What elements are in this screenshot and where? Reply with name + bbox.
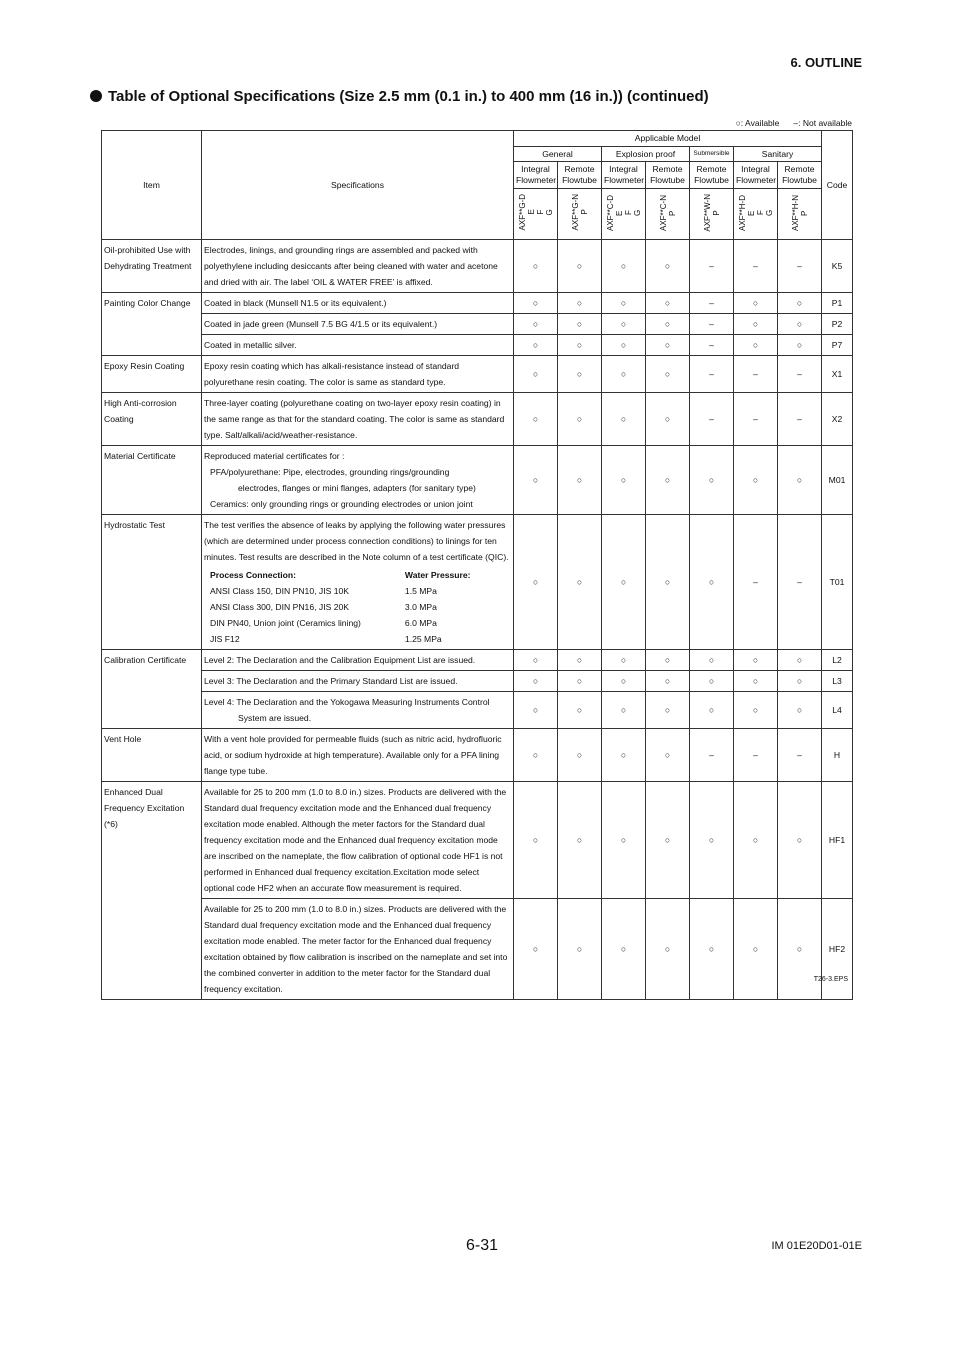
wp-value: 6.0 MPa (404, 617, 437, 628)
row-spec: Coated in metallic silver. (202, 334, 514, 355)
availability-mark: – (778, 239, 822, 292)
availability-mark: ○ (646, 898, 690, 999)
model-code-header (690, 188, 734, 239)
availability-mark: ○ (602, 292, 646, 313)
group-general: General (514, 146, 602, 162)
col-code-header: Code (822, 131, 853, 240)
availability-mark: ○ (690, 445, 734, 514)
availability-mark: ○ (646, 649, 690, 670)
availability-mark: – (690, 239, 734, 292)
option-code: P7 (822, 334, 853, 355)
availability-mark: ○ (514, 670, 558, 691)
availability-mark: ○ (778, 898, 822, 999)
option-code: L4 (822, 691, 853, 728)
row-spec: Level 2: The Declaration and the Calibration Equipment List are issued. (202, 649, 514, 670)
row-item: Enhanced Dual Frequency Excitation (*6) (102, 781, 202, 999)
availability-mark: – (778, 392, 822, 445)
pc-header: Process Connection: (210, 569, 296, 580)
availability-mark: ○ (646, 728, 690, 781)
row-t01 (102, 514, 853, 649)
wp-value: 3.0 MPa (404, 601, 437, 612)
group-sanitary: Sanitary (734, 146, 822, 162)
row-spec: Coated in black (Munsell N1.5 or its equivalent.) (202, 292, 514, 313)
wp-header: Water Pressure: (404, 569, 471, 580)
spec-text: The test verifies the absence of leaks by applying the following water pressures (which are determined under process connection conditions) to linings for ten minutes. Test results are described in the Note column of a test certificate (QIC). (204, 519, 509, 562)
availability-mark: ○ (646, 313, 690, 334)
row-l4 (102, 691, 853, 728)
option-code: HF2 (822, 898, 853, 999)
spec-line: Ceramics: only grounding rings or grounding electrodes or union joint (210, 498, 473, 509)
model-code-header (734, 188, 778, 239)
availability-mark: – (734, 355, 778, 392)
row-spec: Electrodes, linings, and grounding rings are assembled and packed with polyethylene including desiccants after being cleaned with water and acetone and dried with air. The label ‘OIL & WATER FREE’ is affixed. (202, 239, 514, 292)
type-header: Remote Flowtube (690, 162, 734, 188)
pc-value: ANSI Class 300, DIN PN16, JIS 20K (210, 601, 349, 612)
availability-mark: ○ (558, 445, 602, 514)
availability-mark: – (734, 392, 778, 445)
availability-mark: ○ (558, 334, 602, 355)
col-item-header: Item (102, 131, 202, 240)
availability-mark: ○ (558, 355, 602, 392)
availability-mark: ○ (602, 334, 646, 355)
document-number: IM 01E20D01-01E (771, 1240, 862, 1252)
pc-value: ANSI Class 150, DIN PN10, JIS 10K (210, 585, 349, 596)
type-header: Integral Flowmeter (514, 162, 558, 188)
option-code: T01 (822, 514, 853, 649)
availability-mark: ○ (558, 670, 602, 691)
row-item: High Anti-corrosion Coating (102, 392, 202, 445)
availability-mark: ○ (734, 670, 778, 691)
availability-mark: ○ (514, 334, 558, 355)
availability-mark: ○ (778, 781, 822, 898)
legend (722, 118, 852, 128)
availability-mark: ○ (558, 898, 602, 999)
row-h (102, 728, 853, 781)
row-spec: Three-layer coating (polyurethane coating on two-layer epoxy resin coating) in the same range as that for the standard coating. The color is same as standard type. Salt/alkali/acid/weather-resistance. (202, 392, 514, 445)
option-code: P1 (822, 292, 853, 313)
availability-mark: – (734, 239, 778, 292)
pc-value: JIS F12 (210, 633, 240, 644)
availability-mark: ○ (602, 691, 646, 728)
availability-mark: ○ (778, 445, 822, 514)
spec-line: Reproduced material certificates for : (204, 450, 345, 461)
availability-mark: ○ (734, 292, 778, 313)
availability-mark: ○ (514, 514, 558, 649)
row-spec: Level 3: The Declaration and the Primary Standard List are issued. (202, 670, 514, 691)
availability-mark: – (690, 313, 734, 334)
spec-line: Level 4: The Declaration and the Yokogawa Measuring Instruments Control (204, 696, 490, 707)
availability-mark: ○ (602, 313, 646, 334)
availability-mark: ○ (602, 445, 646, 514)
row-l2 (102, 649, 853, 670)
option-code: HF1 (822, 781, 853, 898)
row-item: Painting Color Change (102, 292, 202, 355)
availability-mark: ○ (690, 781, 734, 898)
legend-not-available: –: Not available (793, 118, 852, 128)
availability-mark: ○ (602, 392, 646, 445)
option-code: L2 (822, 649, 853, 670)
option-code: L3 (822, 670, 853, 691)
type-header: Remote Flowtube (558, 162, 602, 188)
availability-mark: ○ (514, 392, 558, 445)
availability-mark: – (690, 392, 734, 445)
availability-mark: ○ (778, 670, 822, 691)
availability-mark: – (690, 728, 734, 781)
availability-mark: ○ (514, 239, 558, 292)
availability-mark: ○ (558, 691, 602, 728)
col-spec-header: Specifications (202, 131, 514, 240)
availability-mark: ○ (646, 292, 690, 313)
availability-mark: ○ (690, 514, 734, 649)
pc-value: DIN PN40, Union joint (Ceramics lining) (210, 617, 361, 628)
availability-mark: ○ (646, 781, 690, 898)
availability-mark: ○ (602, 781, 646, 898)
availability-mark: ○ (778, 649, 822, 670)
availability-mark: ○ (514, 445, 558, 514)
model-code-header (602, 188, 646, 239)
table-title-text: Table of Optional Specifications (Size 2.5 mm (0.1 in.) to 400 mm (16 in.)) (continued) (108, 88, 709, 105)
group-explosion-proof: Explosion proof (602, 146, 690, 162)
availability-mark: ○ (646, 334, 690, 355)
availability-mark: ○ (514, 898, 558, 999)
row-item: Vent Hole (102, 728, 202, 781)
availability-mark: ○ (602, 649, 646, 670)
type-header: Remote Flowtube (646, 162, 690, 188)
row-spec: With a vent hole provided for permeable fluids (such as nitric acid, hydrofluoric acid, or sodium hydroxide at high temperature). Available only for a PFA lining flange type tube. (202, 728, 514, 781)
availability-mark: ○ (514, 313, 558, 334)
availability-mark: ○ (734, 445, 778, 514)
availability-mark: ○ (690, 649, 734, 670)
availability-mark: ○ (602, 898, 646, 999)
row-spec (202, 445, 514, 514)
availability-mark: – (690, 292, 734, 313)
option-code: M01 (822, 445, 853, 514)
type-header: Integral Flowmeter (602, 162, 646, 188)
option-code: P2 (822, 313, 853, 334)
availability-mark: ○ (690, 670, 734, 691)
row-p7 (102, 334, 853, 355)
model-code-header (646, 188, 690, 239)
row-x1 (102, 355, 853, 392)
availability-mark: ○ (734, 898, 778, 999)
row-item: Material Certificate (102, 445, 202, 514)
model-code: AXF**H-D E F G (737, 194, 774, 231)
row-spec: Available for 25 to 200 mm (1.0 to 8.0 in.) sizes. Products are delivered with the Standard dual frequency excitation mode and the Enhanced dual frequency excitation mode enabled. The meter factor for the Enhanced dual frequency excitation obtained by flow calibration is inscribed on the nameplate and set into the combined converter in addition to the meter factor for the Standard dual frequency excitation. (202, 898, 514, 999)
availability-mark: ○ (778, 691, 822, 728)
spec-line: PFA/polyurethane: Pipe, electrodes, grounding rings/grounding (210, 466, 450, 477)
wp-value: 1.25 MPa (404, 633, 442, 644)
availability-mark: ○ (602, 355, 646, 392)
model-code-header (514, 188, 558, 239)
availability-mark: ○ (646, 392, 690, 445)
availability-mark: ○ (514, 355, 558, 392)
row-p1 (102, 292, 853, 313)
spec-line: System are issued. (238, 712, 312, 723)
availability-mark: ○ (734, 691, 778, 728)
availability-mark: ○ (778, 292, 822, 313)
availability-mark: ○ (734, 313, 778, 334)
figure-id: T26-3.EPS (813, 976, 848, 983)
type-header: Remote Flowtube (778, 162, 822, 188)
availability-mark: ○ (558, 781, 602, 898)
option-code: X1 (822, 355, 853, 392)
section-header: 6. OUTLINE (790, 55, 862, 70)
availability-mark: – (690, 355, 734, 392)
group-submersible: Submersible (690, 146, 734, 162)
option-code: X2 (822, 392, 853, 445)
availability-mark: ○ (558, 514, 602, 649)
model-code: AXF**G-N P (570, 194, 589, 231)
row-spec (202, 514, 514, 649)
availability-mark: ○ (558, 392, 602, 445)
availability-mark: ○ (558, 239, 602, 292)
row-p2 (102, 313, 853, 334)
availability-mark: ○ (734, 649, 778, 670)
row-item: Epoxy Resin Coating (102, 355, 202, 392)
availability-mark: ○ (558, 649, 602, 670)
availability-mark: ○ (514, 728, 558, 781)
availability-mark: ○ (734, 334, 778, 355)
model-code: AXF**H-N P (790, 194, 809, 231)
row-item: Calibration Certificate (102, 649, 202, 728)
row-k5 (102, 239, 853, 292)
availability-mark: ○ (514, 691, 558, 728)
model-code: AXF**C-N P (658, 194, 677, 231)
applicable-model-header: Applicable Model (514, 131, 822, 147)
availability-mark: ○ (558, 292, 602, 313)
availability-mark: ○ (602, 239, 646, 292)
model-code-header (558, 188, 602, 239)
availability-mark: ○ (602, 670, 646, 691)
row-hf2 (102, 898, 853, 999)
availability-mark: – (690, 334, 734, 355)
availability-mark: ○ (778, 313, 822, 334)
pressure-table (210, 567, 475, 647)
row-x2 (102, 392, 853, 445)
availability-mark: ○ (602, 514, 646, 649)
row-item: Oil-prohibited Use with Dehydrating Treatment (102, 239, 202, 292)
option-code: H (822, 728, 853, 781)
option-code: K5 (822, 239, 853, 292)
availability-mark: – (778, 355, 822, 392)
row-m01 (102, 445, 853, 514)
row-spec: Coated in jade green (Munsell 7.5 BG 4/1.5 or its equivalent.) (202, 313, 514, 334)
options-table (101, 130, 853, 1000)
availability-mark: ○ (690, 691, 734, 728)
row-item: Hydrostatic Test (102, 514, 202, 649)
spec-line: electrodes, flanges or mini flanges, adapters (for sanitary type) (238, 482, 476, 493)
row-spec: Epoxy resin coating which has alkali-resistance instead of standard polyurethane resin coating. The color is same as standard type. (202, 355, 514, 392)
availability-mark: ○ (514, 649, 558, 670)
wp-value: 1.5 MPa (404, 585, 437, 596)
model-code: AXF**G-D E F G (517, 194, 554, 231)
row-spec (202, 691, 514, 728)
availability-mark: ○ (690, 898, 734, 999)
availability-mark: – (734, 728, 778, 781)
availability-mark: ○ (646, 691, 690, 728)
bullet-icon (90, 90, 102, 102)
model-code: AXF**W-N P (702, 193, 721, 232)
availability-mark: ○ (558, 728, 602, 781)
availability-mark: ○ (646, 445, 690, 514)
model-code: AXF**C-D E F G (605, 194, 642, 231)
table-title (90, 88, 709, 105)
availability-mark: ○ (646, 514, 690, 649)
availability-mark: – (734, 514, 778, 649)
availability-mark: ○ (514, 781, 558, 898)
row-spec: Available for 25 to 200 mm (1.0 to 8.0 in.) sizes. Products are delivered with the Standard dual frequency excitation mode and the Enhanced dual frequency excitation mode enabled. Although the meter factors for the Standard dual frequency excitation mode and the Enhanced dual frequency excitation mode are inscribed on the nameplate, the flow calibration of optional code HF1 is not performed in Enhanced dual frequency excitation.Excitation mode select optional code HF2 when an accurate flow measurement is required. (202, 781, 514, 898)
availability-mark: ○ (514, 292, 558, 313)
row-hf1 (102, 781, 853, 898)
availability-mark: – (778, 514, 822, 649)
model-code-header (778, 188, 822, 239)
row-l3 (102, 670, 853, 691)
type-header: Integral Flowmeter (734, 162, 778, 188)
availability-mark: – (778, 728, 822, 781)
availability-mark: ○ (646, 239, 690, 292)
availability-mark: ○ (602, 728, 646, 781)
legend-available: ○: Available (735, 118, 780, 128)
availability-mark: ○ (646, 670, 690, 691)
page-number: 6-31 (466, 1237, 499, 1254)
availability-mark: ○ (734, 781, 778, 898)
availability-mark: ○ (558, 313, 602, 334)
availability-mark: ○ (778, 334, 822, 355)
availability-mark: ○ (646, 355, 690, 392)
